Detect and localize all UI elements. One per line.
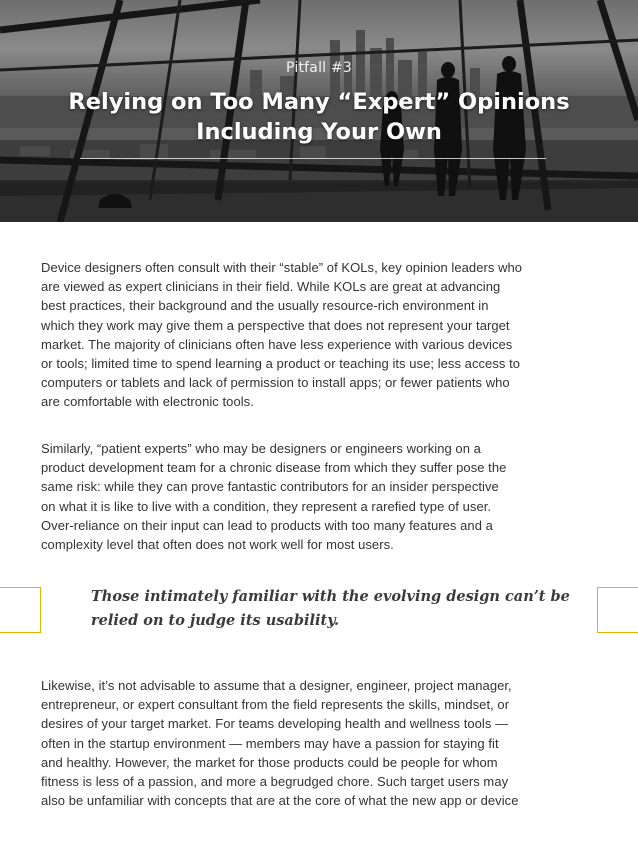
pull-quote (91, 585, 570, 633)
quote-bracket-right (597, 587, 638, 633)
quote-line: Those intimately familiar with the evolving design can’t be (91, 588, 570, 605)
text-line: market. The majority of clinicians often have less experience with various devices (41, 336, 513, 352)
text-line: best practices, their background and the usually resource-rich environment in (41, 298, 489, 314)
page-title (0, 87, 638, 147)
text-line: often in the startup environment — members may have a passion for staying fit (41, 735, 499, 751)
text-line: and healthy. However, the market for those products could be people for whom (41, 754, 498, 770)
title-divider (80, 158, 546, 159)
text-line: are comfortable with electronic tools. (41, 394, 254, 410)
text-line: fitness is less of a passion, and more a begrudged chore. Such target users may (41, 774, 509, 790)
text-line: or tools; limited time to spend learning a product or teaching its use; less access to (41, 356, 521, 372)
body-paragraph-team-members (41, 676, 606, 810)
title-line: Including Your Own (196, 119, 442, 145)
pitfall-kicker: Pitfall #3 (286, 60, 352, 76)
hero-banner (0, 0, 638, 222)
text-line: which they work may give them a perspective that does not represent your target (41, 317, 510, 333)
text-line: Over-reliance on their input can lead to products with too many features and a (41, 517, 493, 533)
text-line: entrepreneur, or expert consultant from the field represents the skills, mindset, or (41, 697, 510, 713)
quote-bracket-left (0, 587, 41, 633)
text-line: desires of your target market. For teams developing health and wellness tools — (41, 716, 509, 732)
quote-line: relied on to judge its usability. (91, 612, 340, 629)
text-line: are viewed as expert clinicians in their field. While KOLs are great at advancing (41, 279, 501, 295)
text-line: Device designers often consult with their “stable” of KOLs, key opinion leaders who (41, 260, 523, 275)
text-line: also be unfamiliar with concepts that are at the core of what the new app or device (41, 793, 519, 809)
text-line: Similarly, “patient experts” who may be designers or engineers working on a (41, 441, 481, 456)
text-line: Likewise, it’s not advisable to assume that a designer, engineer, project manager, (41, 678, 512, 693)
body-paragraph-patient-experts (41, 439, 606, 554)
text-line: on what it is like to live with a condition, they represent a rarefied type of user. (41, 498, 492, 514)
text-line: product development team for a chronic disease from which they suffer pose the (41, 460, 507, 476)
text-line: same risk: while they can prove fantastic contributors for an insider perspective (41, 479, 499, 495)
body-paragraph-kols (41, 258, 606, 412)
title-line: Relying on Too Many “Expert” Opinions (68, 89, 570, 115)
text-line: complexity level that often does not work well for most users. (41, 537, 394, 553)
text-line: computers or tablets and lack of permission to install apps; or fewer patients who (41, 375, 510, 391)
